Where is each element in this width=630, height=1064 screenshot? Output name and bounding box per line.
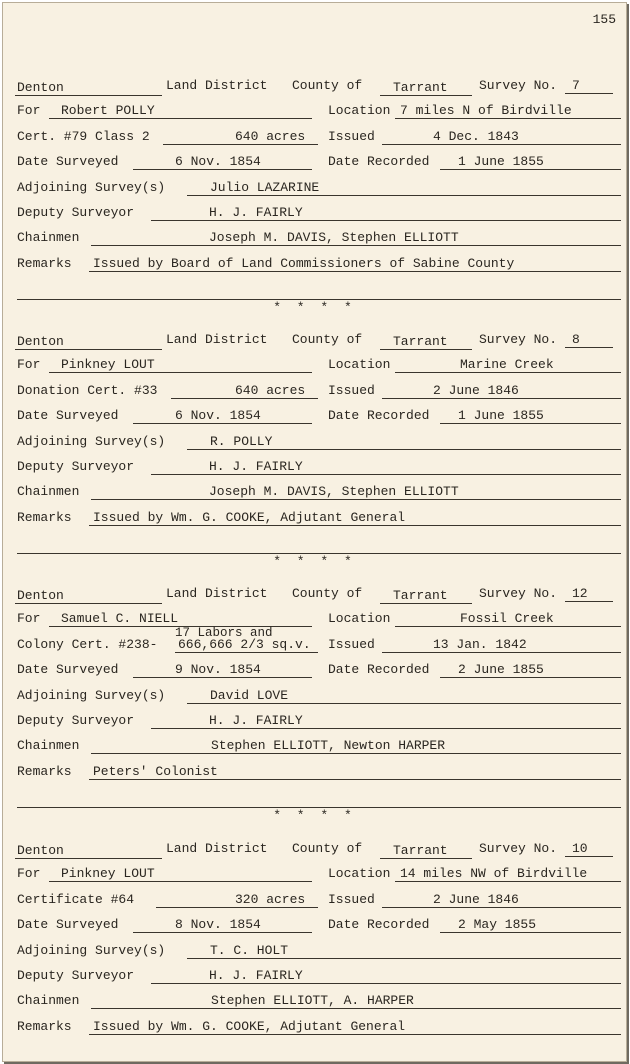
certificate-label: Certificate #64: [17, 892, 135, 907]
land-district-label: Land District: [166, 332, 268, 347]
grantee-value: Pinkney LOUT: [61, 357, 155, 372]
date-surveyed-label: Date Surveyed: [17, 154, 119, 169]
date-recorded-label: Date Recorded: [328, 662, 430, 677]
underline: [395, 626, 621, 627]
underline: [187, 449, 621, 450]
chainmen-label: Chainmen: [17, 230, 80, 245]
underline: [395, 118, 621, 119]
underline: [89, 779, 621, 780]
survey-no-value: 7: [572, 78, 580, 93]
remarks-label: Remarks: [17, 510, 72, 525]
survey-no-value: 10: [572, 841, 588, 856]
grantee-value: Pinkney LOUT: [61, 866, 155, 881]
certificate-label: Cert. #79 Class 2: [17, 129, 150, 144]
for-label: For: [17, 611, 41, 626]
underline: [565, 601, 613, 602]
date-surveyed-value: 6 Nov. 1854: [175, 154, 261, 169]
land-district-label: Land District: [166, 586, 268, 601]
chainmen-label: Chainmen: [17, 993, 80, 1008]
issued-value: 4 Dec. 1843: [433, 129, 519, 144]
underline: [440, 932, 621, 933]
underline: [382, 398, 621, 399]
county-label: County of: [292, 841, 363, 856]
survey-entry: [3, 71, 626, 301]
underline: [156, 907, 318, 908]
date-surveyed-label: Date Surveyed: [17, 408, 119, 423]
underline: [151, 728, 621, 729]
survey-entry: [3, 325, 626, 555]
underline: [565, 856, 613, 857]
underline: [187, 195, 621, 196]
county-value: Tarrant: [393, 843, 448, 858]
for-label: For: [17, 103, 41, 118]
date-recorded-value: 1 June 1855: [458, 408, 544, 423]
document-page: [2, 2, 627, 1062]
underline: [133, 423, 312, 424]
underline: [91, 499, 621, 500]
land-district-label: Land District: [166, 78, 268, 93]
location-label: Location: [328, 357, 391, 372]
certificate-label: Donation Cert. #33: [17, 383, 158, 398]
location-value: Marine Creek: [460, 357, 554, 372]
remarks-label: Remarks: [17, 256, 72, 271]
date-surveyed-label: Date Surveyed: [17, 662, 119, 677]
underline: [187, 958, 621, 959]
acreage-value: 640 acres: [235, 383, 306, 398]
adjoining-value: T. C. HOLT: [210, 943, 289, 958]
adjoining-value: David LOVE: [210, 688, 289, 703]
deputy-surveyor-value: H. J. FAIRLY: [209, 205, 303, 220]
issued-label: Issued: [328, 892, 375, 907]
issued-label: Issued: [328, 637, 375, 652]
underline: [151, 983, 621, 984]
deputy-surveyor-value: H. J. FAIRLY: [209, 968, 303, 983]
land-district-label: Land District: [166, 841, 268, 856]
underline: [49, 372, 312, 373]
survey-no-value: 8: [572, 332, 580, 347]
acreage-extra-value: 17 Labors and: [175, 626, 273, 640]
adjoining-value: R. POLLY: [210, 434, 273, 449]
deputy-surveyor-value: H. J. FAIRLY: [209, 459, 303, 474]
underline: [15, 858, 162, 859]
remarks-value: Peters' Colonist: [93, 764, 218, 779]
remarks-label: Remarks: [17, 764, 72, 779]
for-label: For: [17, 866, 41, 881]
underline: [175, 652, 318, 653]
chainmen-value: Stephen ELLIOTT, A. HARPER: [211, 993, 414, 1008]
grantee-value: Samuel C. NIELL: [61, 611, 179, 626]
date-recorded-label: Date Recorded: [328, 408, 430, 423]
date-recorded-value: 2 June 1855: [458, 662, 544, 677]
underline: [382, 907, 621, 908]
adjoining-label: Adjoining Survey(s): [17, 688, 166, 703]
deputy-surveyor-value: H. J. FAIRLY: [209, 713, 303, 728]
underline: [151, 474, 621, 475]
remarks-label: Remarks: [17, 1019, 72, 1034]
county-value: Tarrant: [393, 334, 448, 349]
certificate-label: Colony Cert. #238-: [17, 637, 158, 652]
underline: [440, 423, 621, 424]
underline: [565, 93, 613, 94]
adjoining-label: Adjoining Survey(s): [17, 434, 166, 449]
underline: [380, 95, 472, 96]
county-value: Tarrant: [393, 80, 448, 95]
underline: [133, 169, 312, 170]
deputy-surveyor-label: Deputy Surveyor: [17, 205, 135, 220]
survey-no-label: Survey No.: [479, 586, 558, 601]
entry-separator: * * * *: [273, 554, 356, 569]
location-label: Location: [328, 866, 391, 881]
location-label: Location: [328, 103, 391, 118]
underline: [395, 372, 621, 373]
adjoining-value: Julio LAZARINE: [210, 180, 320, 195]
county-value: Tarrant: [393, 588, 448, 603]
remarks-value: Issued by Wm. G. COOKE, Adjutant General: [93, 1019, 406, 1034]
date-surveyed-label: Date Surveyed: [17, 917, 119, 932]
adjoining-label: Adjoining Survey(s): [17, 943, 166, 958]
issued-label: Issued: [328, 383, 375, 398]
underline: [440, 677, 621, 678]
underline: [380, 858, 472, 859]
underline: [382, 144, 621, 145]
remarks-value: Issued by Board of Land Commissioners of Sabine County: [93, 256, 515, 271]
underline: [380, 603, 472, 604]
county-label: County of: [292, 332, 363, 347]
date-surveyed-value: 8 Nov. 1854: [175, 917, 261, 932]
deputy-surveyor-label: Deputy Surveyor: [17, 713, 135, 728]
acreage-value: 666,666 2/3 sq.v.: [178, 637, 311, 652]
underline: [380, 349, 472, 350]
date-recorded-label: Date Recorded: [328, 154, 430, 169]
land-district-value: Denton: [17, 80, 64, 95]
remarks-value: Issued by Wm. G. COOKE, Adjutant General: [93, 510, 406, 525]
land-district-value: Denton: [17, 334, 64, 349]
underline: [163, 144, 318, 145]
underline: [565, 347, 613, 348]
county-label: County of: [292, 78, 363, 93]
underline: [133, 677, 312, 678]
issued-label: Issued: [328, 129, 375, 144]
entry-separator: * * * *: [273, 808, 356, 823]
survey-no-label: Survey No.: [479, 332, 558, 347]
underline: [187, 703, 621, 704]
survey-no-value: 12: [572, 586, 588, 601]
location-label: Location: [328, 611, 391, 626]
date-recorded-value: 1 June 1855: [458, 154, 544, 169]
chainmen-label: Chainmen: [17, 738, 80, 753]
entry-separator: * * * *: [273, 300, 356, 315]
location-value: 14 miles NW of Birdville: [400, 866, 588, 881]
underline: [89, 1034, 621, 1035]
underline: [395, 881, 621, 882]
location-value: 7 miles N of Birdville: [400, 103, 572, 118]
issued-value: 13 Jan. 1842: [433, 637, 527, 652]
survey-entry: [3, 579, 626, 809]
underline: [151, 220, 621, 221]
deputy-surveyor-label: Deputy Surveyor: [17, 968, 135, 983]
location-value: Fossil Creek: [460, 611, 554, 626]
underline: [133, 932, 312, 933]
land-district-value: Denton: [17, 588, 64, 603]
for-label: For: [17, 357, 41, 372]
underline: [440, 169, 621, 170]
underline: [89, 525, 621, 526]
issued-value: 2 June 1846: [433, 892, 519, 907]
underline: [91, 1008, 621, 1009]
date-surveyed-value: 6 Nov. 1854: [175, 408, 261, 423]
survey-no-label: Survey No.: [479, 841, 558, 856]
date-recorded-label: Date Recorded: [328, 917, 430, 932]
underline: [15, 95, 162, 96]
acreage-value: 320 acres: [235, 892, 306, 907]
issued-value: 2 June 1846: [433, 383, 519, 398]
survey-entry: [3, 834, 626, 1062]
underline: [15, 349, 162, 350]
deputy-surveyor-label: Deputy Surveyor: [17, 459, 135, 474]
survey-no-label: Survey No.: [479, 78, 558, 93]
underline: [171, 398, 318, 399]
underline: [382, 652, 621, 653]
page-number: 155: [592, 12, 616, 27]
county-label: County of: [292, 586, 363, 601]
date-recorded-value: 2 May 1855: [458, 917, 537, 932]
underline: [49, 118, 312, 119]
adjoining-label: Adjoining Survey(s): [17, 180, 166, 195]
underline: [89, 271, 621, 272]
underline: [49, 881, 312, 882]
land-district-value: Denton: [17, 843, 64, 858]
underline: [91, 753, 621, 754]
chainmen-value: Joseph M. DAVIS, Stephen ELLIOTT: [209, 230, 459, 245]
underline: [15, 603, 162, 604]
chainmen-value: Joseph M. DAVIS, Stephen ELLIOTT: [209, 484, 459, 499]
acreage-value: 640 acres: [235, 129, 306, 144]
underline: [91, 245, 621, 246]
chainmen-value: Stephen ELLIOTT, Newton HARPER: [211, 738, 446, 753]
date-surveyed-value: 9 Nov. 1854: [175, 662, 261, 677]
chainmen-label: Chainmen: [17, 484, 80, 499]
grantee-value: Robert POLLY: [61, 103, 155, 118]
